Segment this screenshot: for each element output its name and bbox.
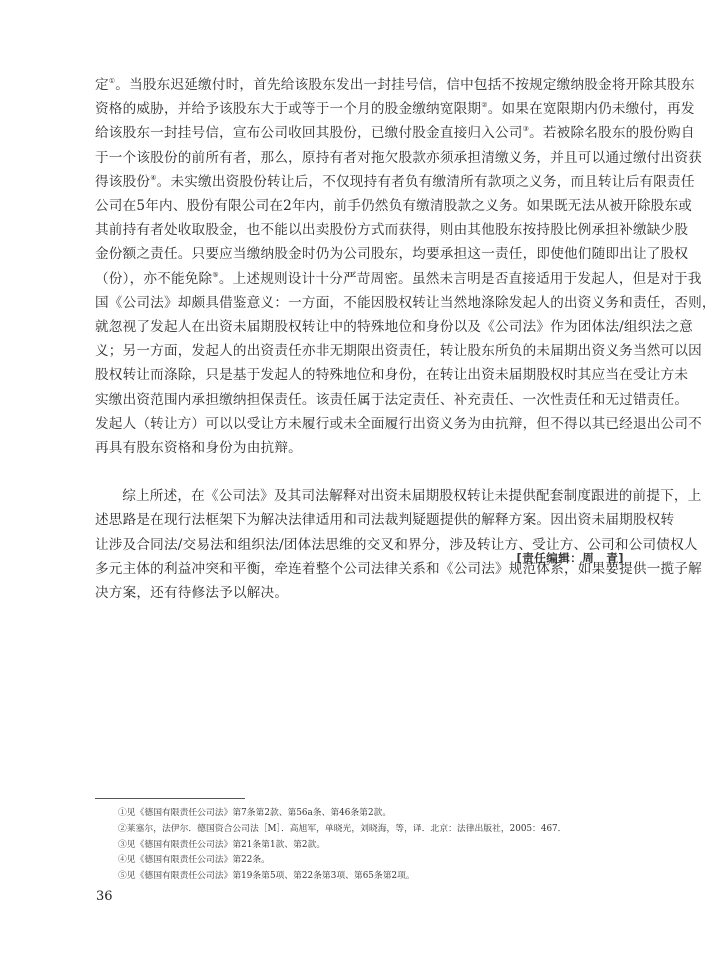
article-body	[95, 73, 716, 605]
footnote-ref[interactable]: ③	[522, 125, 530, 134]
footnote-3: ③见《德国有限责任公司法》第21条第1款、第2款。	[118, 839, 326, 850]
text-line: 发起人（转让方）可以以受让方未履行或未全面履行出资义务为由抗辩，但不得以其已经退出公司不	[95, 415, 702, 432]
text-line: 实缴出资范围内承担缴纳担保责任。该责任属于法定责任、补充责任、一次性责任和无过错责任。	[95, 391, 689, 408]
footnote-divider	[95, 798, 245, 799]
text-line: 国《公司法》却颇具借鉴意义：一方面，不能因股权转让当然地涤除发起人的出资义务和责任，否则，	[95, 294, 716, 311]
text-line: 义；另一方面，发起人的出资责任亦非无期限出资责任，转让股东所负的未届期出资义务当然可以因	[95, 343, 702, 360]
text-line: 得该股份④。未实缴出资股份转让后，不仅现持有者负有缴清所有款项之义务，而且转让后有限责任	[95, 173, 695, 190]
paragraph-1	[95, 73, 716, 460]
footnote-5: ⑤见《德国有限责任公司法》第19条第5项、第22条第3项、第65条第2项。	[118, 871, 415, 882]
text-line: 决方案，还有待修法予以解决。	[95, 585, 289, 602]
text-line: （份），亦不能免除⑤。上述规则设计十分严苛周密。虽然未言明是否直接适用于发起人，但是对于我	[95, 270, 702, 287]
footnote-ref[interactable]: ⑤	[212, 270, 219, 279]
footnotes-list	[118, 806, 618, 885]
text-line: 给该股东一封挂号信，宣布公司收回其股份，已缴付股金直接归入公司③。若被除名股东的股份购自	[95, 125, 695, 142]
page-number: 36	[96, 889, 113, 904]
text-line: 股权转让而涤除，只是基于发起人的特殊地位和身份，在转让出资未届期股权时其应当在受让方未	[95, 367, 689, 384]
text-line: 金份额之责任。只要应当缴纳股金时仍为公司股东，均要承担这一责任，即使他们随即出让了股权	[95, 246, 689, 263]
text-line: 再具有股东资格和身份为由抗辩。	[95, 440, 302, 457]
text-line: 资格的威胁，并给予该股东大于或等于一个月的股金缴纳宽限期②。如果在宽限期内仍未缴付，再发	[95, 101, 695, 118]
text-line: 定①。当股东迟延缴付时，首先给该股东发出一封挂号信，信中包括不按规定缴纳股金将开除其股东	[95, 77, 695, 93]
footnote-1: ①见《德国有限责任公司法》第7条第2款、第56a条、第46条第2款。	[118, 808, 392, 818]
editor-credit: [责任编辑：周 青]	[516, 551, 624, 565]
footnote-ref[interactable]: ②	[481, 101, 488, 110]
text-line: 公司在5年内、股份有限公司在2年内，前手仍然负有缴清股款之义务。如果既无法从被开除股东或	[95, 198, 693, 215]
text-line: 述思路是在现行法框架下为解决法律适用和司法裁判疑题提供的解释方案。因出资未届期股权转	[95, 512, 675, 529]
footnote-4: ④见《德国有限责任公司法》第22条。	[118, 855, 270, 866]
paragraph-2-conclusion	[95, 484, 702, 605]
footnote-ref[interactable]: ①	[108, 77, 116, 85]
text-line: 其前持有者处收取股金，也不能以出卖股份方式而获得，则由其他股东按持股比例承担补缴缺少股	[95, 222, 689, 239]
text-line: 多元主体的利益冲突和平衡，牵连着整个公司法律关系和《公司法》规范体系，如果要提供一揽子解	[95, 560, 702, 577]
text-line: 综上所述，在《公司法》及其司法解释对出资未届期股权转让未提供配套制度跟进的前提下，上	[122, 488, 702, 505]
footnote-2: ②莱塞尔，法伊尔．德国资合公司法［M］．高旭军，单晓光，刘晓海，等，译．北京：法律出版社，2005：467．	[118, 823, 567, 834]
text-line: 就忽视了发起人在出资未届期股权转让中的特殊地位和身份以及《公司法》作为团体法/组织法之意	[95, 319, 693, 336]
footnote-ref[interactable]: ④	[150, 173, 157, 182]
text-line: 于一个该股份的前所有者，那么，原持有者对拖欠股款亦须承担清缴义务，并且可以通过缴付出资获	[95, 149, 702, 166]
text-line: 让涉及合同法/交易法和组织法/团体法思维的交叉和界分，涉及转让方、受让方、公司和公司债权人	[95, 536, 698, 553]
